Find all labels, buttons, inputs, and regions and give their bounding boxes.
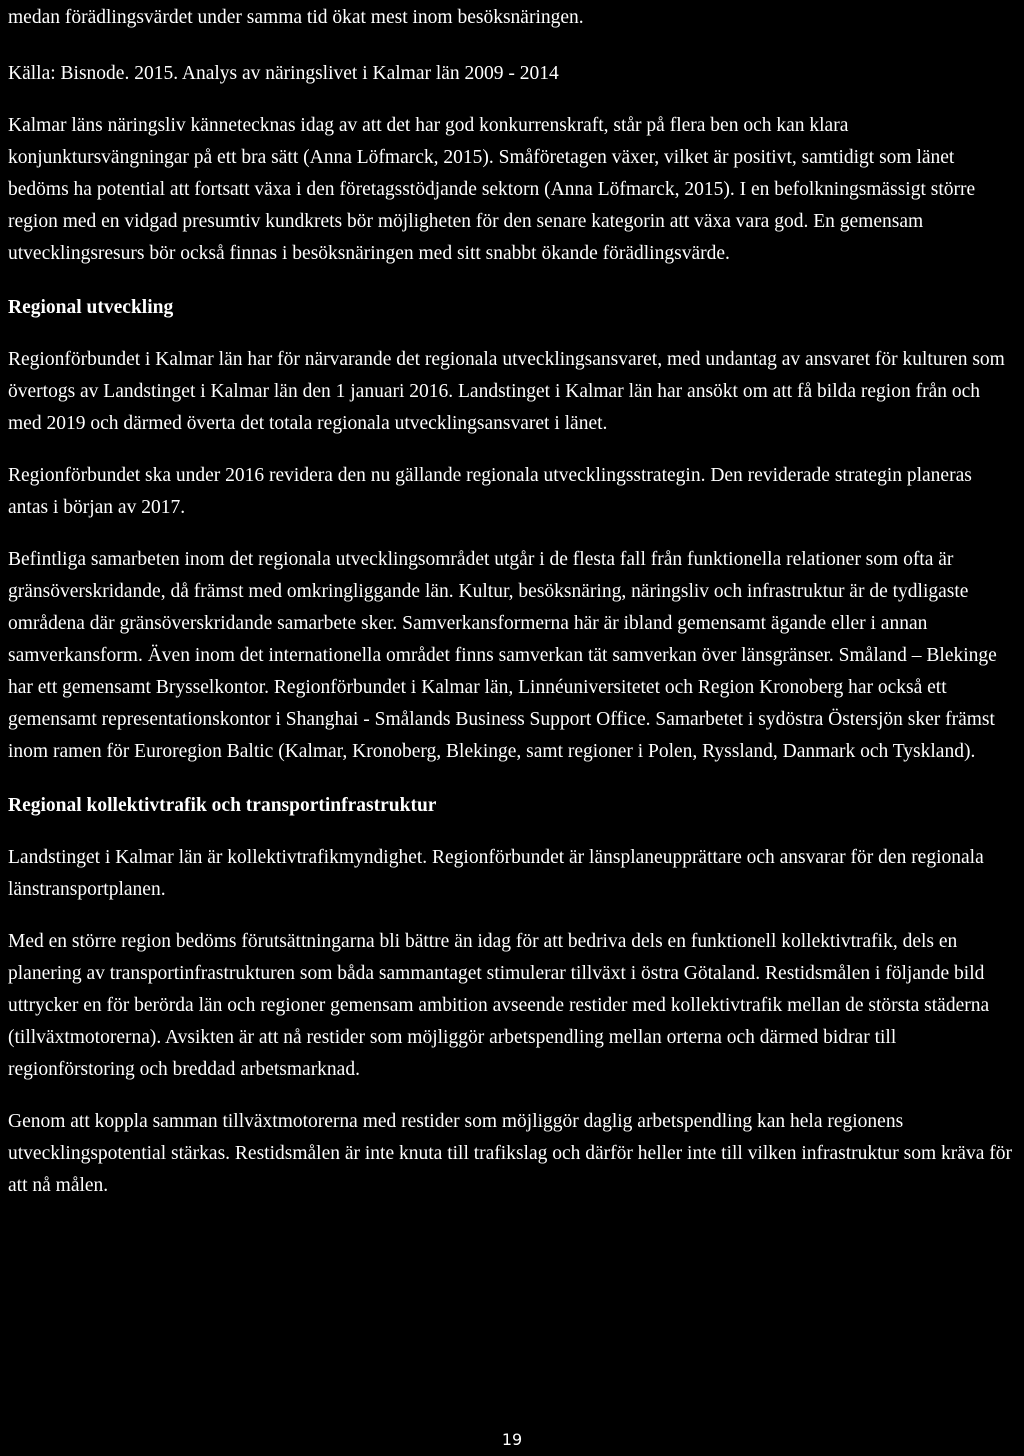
paragraph-regional-1: Regionförbundet i Kalmar län har för närvarande det regionala utvecklingsansvaret, med undantag av ansvaret för kulturen som övertogs av Landstinget i Kalmar län den 1 januari 2016. Landstinget i Kalmar län har ansökt om att få bilda region från och med 2019 och därmed överta det totala regionala utvecklingsansvaret i länet. (8, 349, 1005, 434)
paragraph-transport-2: Med en större region bedöms förutsättningarna bli bättre än idag för att bedriva dels en funktionell kollektivtrafik, dels en planering av transportinfrastrukturen som båda sammantaget stimulerar tillväxt i östra Götaland. Restidsmålen i följande bild uttrycker en för berörda län och regioner gemensam ambition avseende restider med kollektivtrafik mellan de största städerna (tillväxtmotorerna). Avsikten är att nå restider som möjliggör arbetspendling mellan orterna och därmed bidrar till regionförstoring och breddad arbetsmarknad. (8, 931, 990, 1080)
intro-line: medan förädlingsvärdet under samma tid ökat mest inom besöksnäringen. (8, 7, 584, 28)
paragraph-regional-3: Befintliga samarbeten inom det regionala utvecklingsområdet utgår i de flesta fall från funktionella relationer som ofta är gränsöverskridande, då främst med omkringliggande län. Kultur, besöksnäring, näringsliv och infrastruktur är de tydligaste områdena där gränsöverskridande samarbete sker. Samverkansformerna här är ibland gemensamt ägande eller i annan samverkansform. Även inom det internationella området finns samverkan tät samverkan över länsgränser. Småland – Blekinge har ett gemensamt Brysselkontor. Regionförbundet i Kalmar län, Linnéuniversitetet och Region Kronoberg har också ett gemensamt representationskontor i Shanghai - Smålands Business Support Office. Samarbetet i sydöstra Östersjön sker främst inom ramen för Euroregion Baltic (Kalmar, Kronoberg, Blekinge, samt regioner i Polen, Ryssland, Danmark och Tyskland). (8, 549, 997, 762)
paragraph-transport-3: Genom att koppla samman tillväxtmotorerna med restider som möjliggör daglig arbetspendling kan hela regionens utvecklingspotential stärkas. Restidsmålen är inte knuta till trafikslag och därför heller inte till vilken infrastruktur som kräva för att nå målen. (8, 1111, 1012, 1196)
paragraph-regional-2: Regionförbundet ska under 2016 revidera den nu gällande regionala utvecklingsstrategin. Den reviderade strategin planeras antas i början av 2017. (8, 465, 972, 518)
source-citation: Källa: Bisnode. 2015. Analys av näringslivet i Kalmar län 2009 - 2014 (8, 63, 559, 84)
paragraph-business: Kalmar läns näringsliv kännetecknas idag av att det har god konkurrenskraft, står på flera ben och kan klara konjunktursvängningar på ett bra sätt (Anna Löfmarck, 2015). Småföretagen växer, vilket är positivt, samtidigt som länet bedöms ha potential att fortsatt växa i den företagsstödjande sektorn (Anna Löfmarck, 2015). I en befolkningsmässigt större region med en vidgad presumtiv kundkrets bör möjligheten för den senare kategorin att växa vara god. En gemensam utvecklingsresurs bör också finnas i besöksnäringen med sitt snabbt ökande förädlingsvärde. (8, 115, 976, 264)
document-page (8, 0, 1014, 1202)
heading-regional-development: Regional utveckling (8, 297, 174, 318)
heading-transport: Regional kollektivtrafik och transportinfrastruktur (8, 795, 437, 816)
page-number: 19 (501, 1430, 523, 1449)
paragraph-transport-1: Landstinget i Kalmar län är kollektivtrafikmyndighet. Regionförbundet är länsplaneupprättare och ansvarar för den regionala länstransportplanen. (8, 847, 984, 900)
